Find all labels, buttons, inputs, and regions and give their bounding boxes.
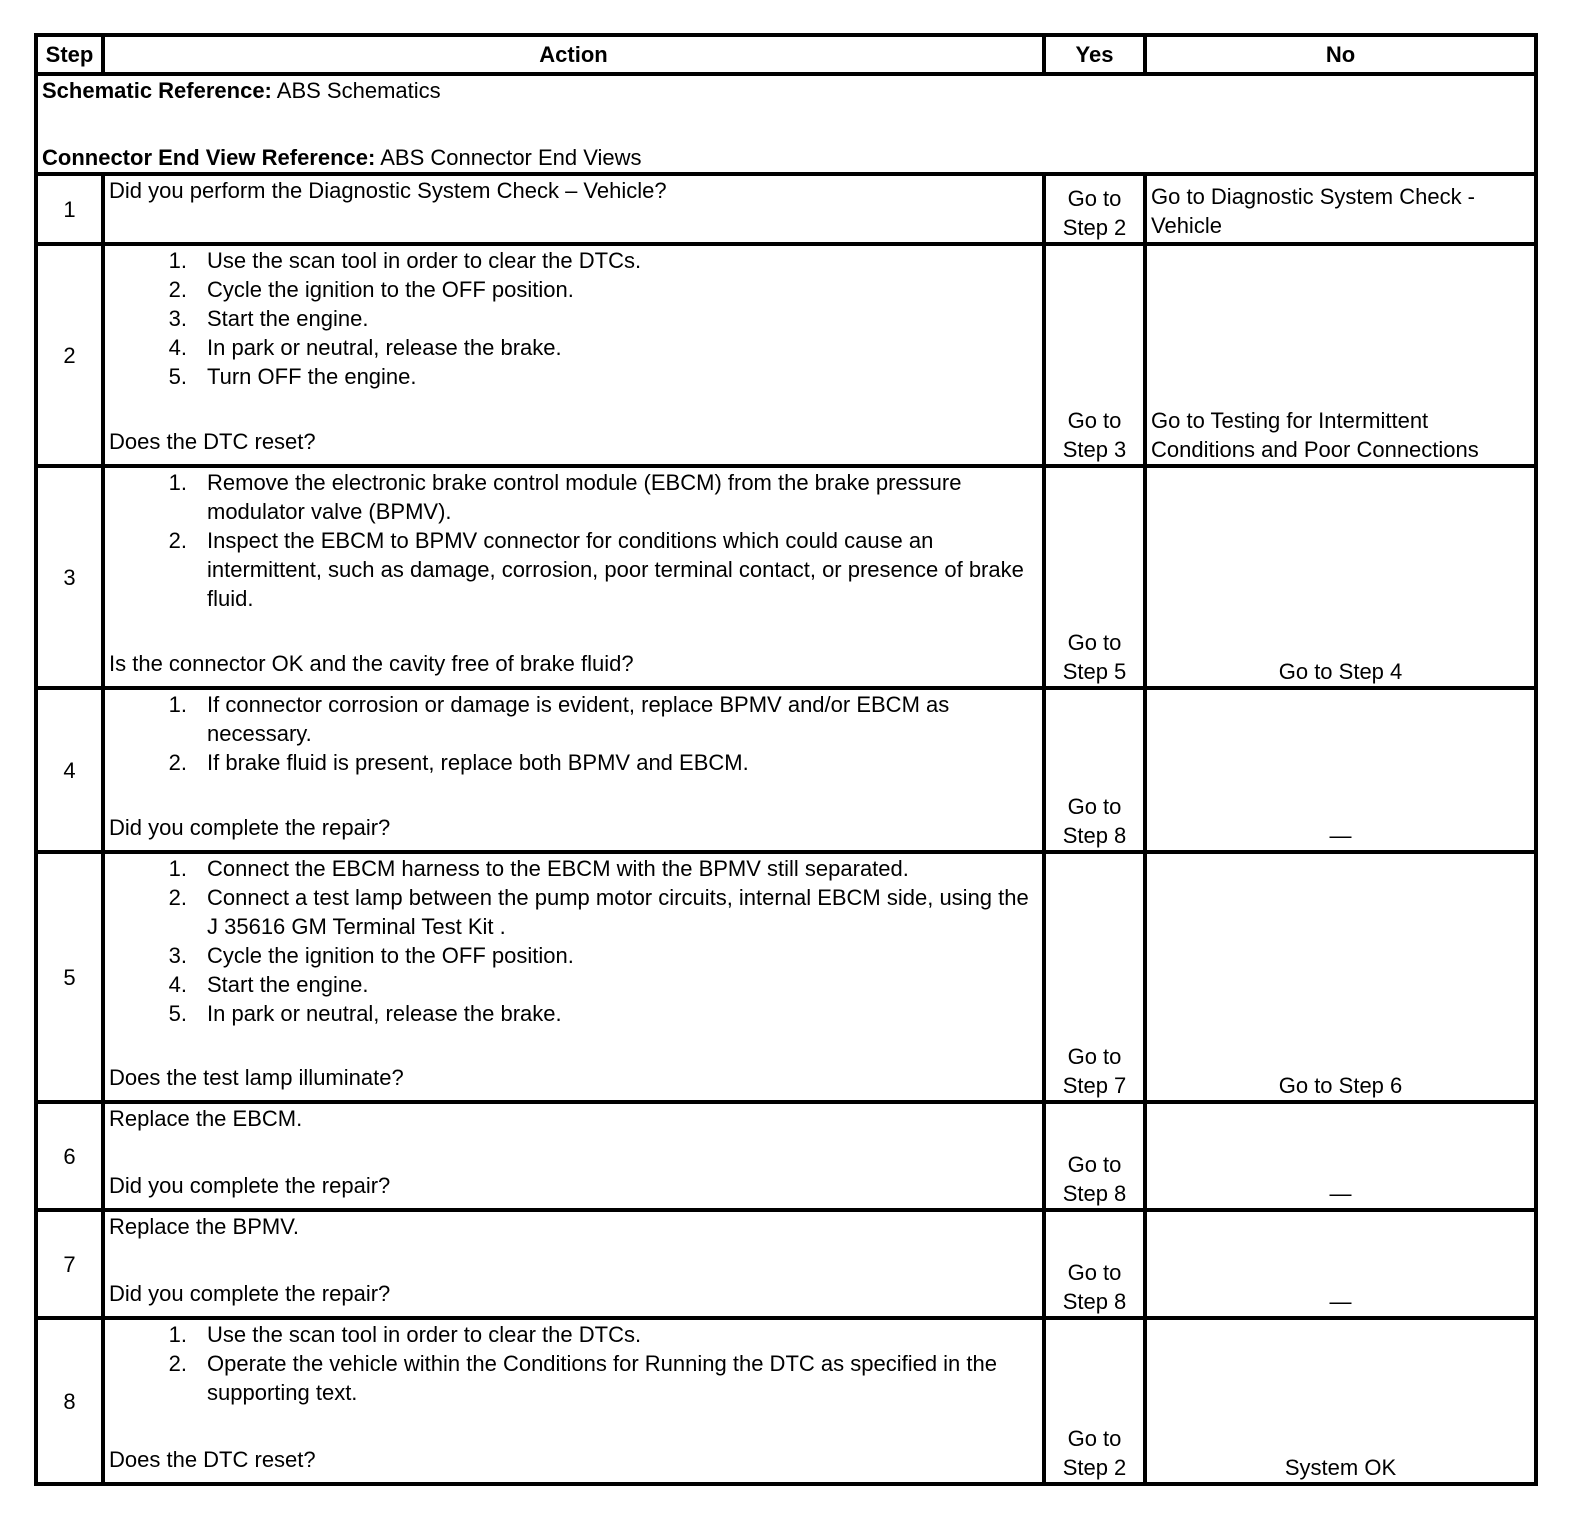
no-result: — <box>1145 1210 1536 1318</box>
header-no: No <box>1145 35 1536 74</box>
schematic-reference-label: Schematic Reference: <box>42 78 272 103</box>
list-item <box>109 304 1038 333</box>
list-item <box>109 1349 1038 1407</box>
header-step: Step <box>36 35 103 74</box>
diagnostic-table <box>34 33 1538 1486</box>
action-cell <box>103 852 1044 1102</box>
no-result: System OK <box>1145 1318 1536 1484</box>
action-steps-list <box>109 468 1038 613</box>
list-item-number: 1. <box>168 692 187 717</box>
action-cell <box>103 174 1044 244</box>
reference-row <box>36 74 1536 174</box>
list-item <box>109 362 1038 391</box>
list-item-text: Turn OFF the engine. <box>207 364 417 389</box>
action-question: Does the DTC reset? <box>109 429 316 454</box>
action-cell <box>103 1102 1044 1210</box>
list-item-text: Connect a test lamp between the pump motor circuits, internal EBCM side, using the J 35616 GM Terminal Test Kit . <box>207 885 1029 939</box>
list-item-number: 3. <box>168 943 187 968</box>
list-item-text: Use the scan tool in order to clear the DTCs. <box>207 248 642 273</box>
yes-result: Go to Step 3 <box>1044 244 1145 466</box>
step-number: 1 <box>36 174 103 244</box>
list-item-text: In park or neutral, release the brake. <box>207 335 562 360</box>
action-steps-list <box>109 690 1038 777</box>
list-item-text: Inspect the EBCM to BPMV connector for conditions which could cause an intermittent, such as damage, corrosion, poor terminal contact, or presence of brake fluid. <box>207 528 1024 611</box>
table-row <box>36 852 1536 1102</box>
no-result: Go to Step 6 <box>1145 852 1536 1102</box>
action-text: Did you perform the Diagnostic System Check – Vehicle? <box>109 178 667 203</box>
action-steps-list <box>109 854 1038 1028</box>
schematic-reference <box>42 76 1530 105</box>
action-question: Is the connector OK and the cavity free of brake fluid? <box>109 651 634 676</box>
step-number: 4 <box>36 688 103 852</box>
no-result: — <box>1145 1102 1536 1210</box>
list-item-text: Use the scan tool in order to clear the DTCs. <box>207 1322 642 1347</box>
table-row <box>36 174 1536 244</box>
no-result: Go to Diagnostic System Check - Vehicle <box>1145 174 1536 244</box>
table-row <box>36 1102 1536 1210</box>
list-item-text: Remove the electronic brake control module (EBCM) from the brake pressure modulator valve (BPMV). <box>207 470 962 524</box>
list-item <box>109 970 1038 999</box>
step-number: 6 <box>36 1102 103 1210</box>
action-cell <box>103 466 1044 688</box>
yes-result: Go to Step 5 <box>1044 466 1145 688</box>
list-item-number: 5. <box>168 364 187 389</box>
action-question: Did you complete the repair? <box>109 815 391 840</box>
table-row <box>36 1210 1536 1318</box>
list-item-text: If brake fluid is present, replace both BPMV and EBCM. <box>207 750 749 775</box>
list-item-number: 1. <box>168 856 187 881</box>
header-yes: Yes <box>1044 35 1145 74</box>
action-text: Replace the EBCM. <box>109 1106 303 1131</box>
list-item <box>109 246 1038 275</box>
list-item-number: 1. <box>168 470 187 495</box>
list-item <box>109 748 1038 777</box>
list-item <box>109 883 1038 941</box>
list-item-number: 5. <box>168 1001 187 1026</box>
list-item <box>109 333 1038 362</box>
step-number: 2 <box>36 244 103 466</box>
yes-result: Go to Step 8 <box>1044 688 1145 852</box>
list-item-number: 2. <box>168 750 187 775</box>
list-item <box>109 941 1038 970</box>
list-item-number: 4. <box>168 972 187 997</box>
list-item <box>109 690 1038 748</box>
table-row <box>36 688 1536 852</box>
yes-result: Go to Step 7 <box>1044 852 1145 1102</box>
action-steps-list <box>109 1320 1038 1407</box>
list-item-text: If connector corrosion or damage is evident, replace BPMV and/or EBCM as necessary. <box>207 692 950 746</box>
action-question: Does the test lamp illuminate? <box>109 1065 404 1090</box>
list-item <box>109 854 1038 883</box>
connector-reference <box>42 143 1530 172</box>
list-item <box>109 275 1038 304</box>
table-row <box>36 244 1536 466</box>
schematic-reference-value: ABS Schematics <box>271 78 441 103</box>
step-number: 7 <box>36 1210 103 1318</box>
action-question: Does the DTC reset? <box>109 1447 316 1472</box>
yes-result: Go to Step 8 <box>1044 1102 1145 1210</box>
no-result: Go to Testing for Intermittent Conditions and Poor Connections <box>1145 244 1536 466</box>
action-steps-list <box>109 246 1038 391</box>
yes-result: Go to Step 2 <box>1044 174 1145 244</box>
action-cell <box>103 244 1044 466</box>
connector-reference-label: Connector End View Reference: <box>42 145 376 170</box>
action-text: Replace the BPMV. <box>109 1214 299 1239</box>
list-item-number: 2. <box>168 277 187 302</box>
list-item-text: Operate the vehicle within the Conditions for Running the DTC as specified in the supporting text. <box>207 1351 997 1405</box>
action-cell <box>103 1318 1044 1484</box>
yes-result: Go to Step 8 <box>1044 1210 1145 1318</box>
list-item-number: 2. <box>168 1351 187 1376</box>
list-item-text: In park or neutral, release the brake. <box>207 1001 562 1026</box>
connector-reference-value: ABS Connector End Views <box>375 145 642 170</box>
no-result: Go to Step 4 <box>1145 466 1536 688</box>
table-row <box>36 466 1536 688</box>
step-number: 5 <box>36 852 103 1102</box>
list-item <box>109 526 1038 613</box>
list-item-text: Start the engine. <box>207 972 369 997</box>
list-item-text: Cycle the ignition to the OFF position. <box>207 943 574 968</box>
list-item-number: 2. <box>168 528 187 553</box>
list-item <box>109 468 1038 526</box>
yes-result: Go to Step 2 <box>1044 1318 1145 1484</box>
table-row <box>36 1318 1536 1484</box>
reference-cell <box>36 74 1536 174</box>
list-item-text: Cycle the ignition to the OFF position. <box>207 277 574 302</box>
step-number: 3 <box>36 466 103 688</box>
header-row <box>36 35 1536 74</box>
action-question: Did you complete the repair? <box>109 1281 391 1306</box>
list-item-number: 4. <box>168 335 187 360</box>
list-item-text: Start the engine. <box>207 306 369 331</box>
action-cell <box>103 688 1044 852</box>
list-item-text: Connect the EBCM harness to the EBCM with the BPMV still separated. <box>207 856 909 881</box>
list-item <box>109 1320 1038 1349</box>
list-item-number: 1. <box>168 248 187 273</box>
list-item-number: 3. <box>168 306 187 331</box>
step-number: 8 <box>36 1318 103 1484</box>
header-action: Action <box>103 35 1044 74</box>
list-item <box>109 999 1038 1028</box>
action-question: Did you complete the repair? <box>109 1173 391 1198</box>
no-result: — <box>1145 688 1536 852</box>
list-item-number: 2. <box>168 885 187 910</box>
action-cell <box>103 1210 1044 1318</box>
list-item-number: 1. <box>168 1322 187 1347</box>
